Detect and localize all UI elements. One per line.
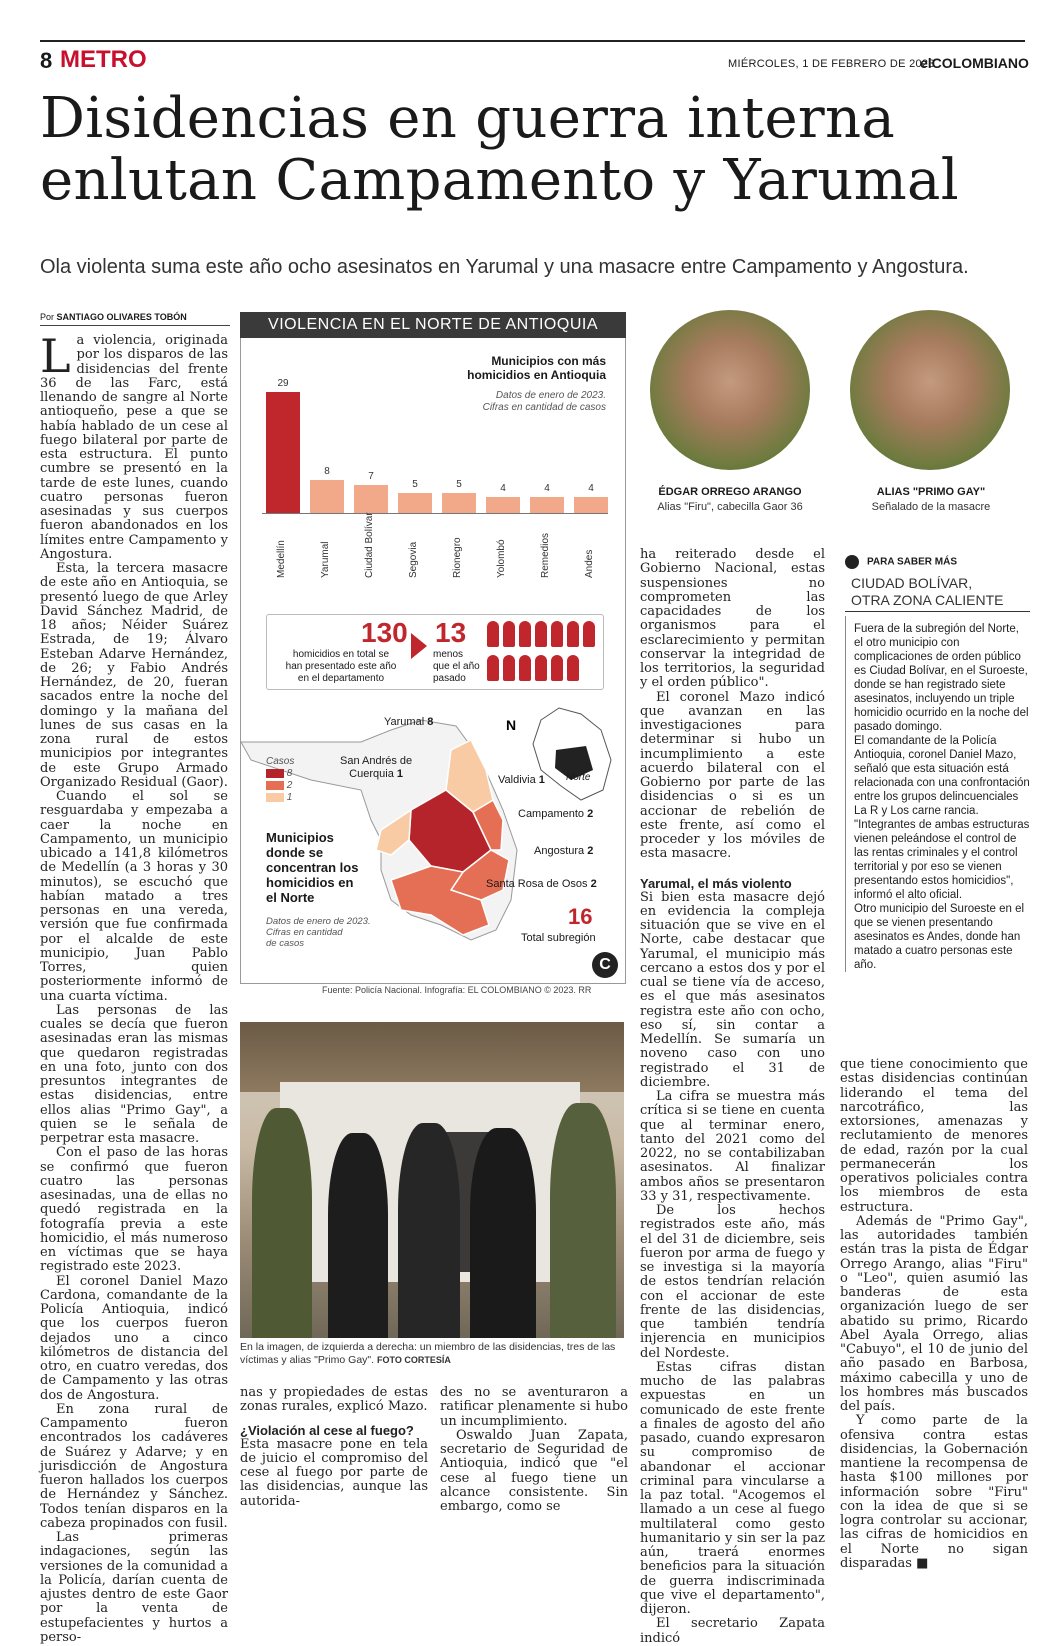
map-note-line: Datos de enero de 2023. bbox=[266, 916, 371, 927]
article-column-3 bbox=[640, 548, 825, 1646]
drop-cap: L bbox=[40, 329, 71, 383]
chart-title-line-1: Municipios con más bbox=[491, 354, 606, 368]
map-label-campamento bbox=[518, 808, 593, 820]
bar-category-label: Medellín bbox=[276, 540, 287, 578]
total-text-line: han presentado este año bbox=[285, 661, 397, 672]
paragraph: Con el paso de las horas se confirmó que fueron cuatro las personas asesinadas, una de ellas no quedó registrada en la fotografía previa a este homicidio, el más numeroso en víctimas que se haya registrado este 2023. bbox=[40, 1145, 228, 1275]
photo-person bbox=[470, 1128, 536, 1338]
paragraph: Oswaldo Juan Zapata, secretario de Seguridad de Antioquia, indicó que "el cese al fuego tiene un alcance consistente. Sin embargo, como se bbox=[440, 1427, 628, 1514]
legend-swatch bbox=[266, 769, 284, 778]
photo-caption bbox=[240, 1341, 630, 1367]
headline-line-1: Disidencias en guerra interna bbox=[40, 86, 896, 151]
bar-value-label: 4 bbox=[544, 483, 550, 494]
bar-value-label: 5 bbox=[412, 479, 418, 490]
section-name: METRO bbox=[60, 46, 147, 73]
paragraph: El coronel Daniel Mazo Cardona, comandante de la Policía Antioquia, indicó que los cuerpos fueron dejados uno a cinco kilómetros de distancia del otro, en cuatro veredas, dos de Campamento y las otras dos de Angostura. bbox=[40, 1273, 228, 1403]
paragraph: La cifra se muestra más crítica si se tiene en cuenta que al terminar enero, tanto del 2021 como del 2022, no se contabilizaban asesinatos. Al finalizar ambos años se presentaron 33 y 31, respectivamente. bbox=[640, 1089, 825, 1204]
decrease-text-line: pasado bbox=[433, 673, 466, 684]
sidebar-paragraph: Fuera de la subregión del Norte, el otro municipio con complicaciones de orden público es Ciudad Bolívar, en el Suroeste, donde se han registrado siete asesinatos, incluyendo un triple homicidio ocurrido en la noche del pasado domingo. bbox=[854, 623, 1029, 733]
article-column-2 bbox=[240, 1386, 428, 1509]
sidebar-body bbox=[845, 616, 1030, 972]
sidebar-title bbox=[845, 575, 1030, 612]
paragraph: En zona rural de Campamento fueron encontrados los cadáveres de Suárez y Adarve; y en jurisdicción de Angostura fueron hallados los cuerpos de Hernández y Sánchez. Todos tenían disparos en la cabeza propinados con fusil. bbox=[40, 1401, 228, 1531]
paragraph: Las personas de las cuales se decía que fueron asesinadas eran las mismas que quedaron registradas en una foto, junto con dos presuntos integrantes de estas disidencias, entre ellos alias "Primo Gay", a quien se le señala de perpetrar esta masacre. bbox=[40, 1002, 228, 1146]
person-icon bbox=[535, 655, 547, 681]
paragraph: Y como parte de la ofensiva contra estas disidencias, la Gobernación mantiene la recompensa de hasta $100 millones por información sobre "Firu" con la idea de que si se logra controlar su accionar, las cifras de homicidios en el Norte no sigan disparadas ■ bbox=[840, 1413, 1028, 1571]
total-text-line: homicidios en total se bbox=[292, 649, 390, 660]
bar-category-label: Yolombó bbox=[496, 539, 507, 578]
paragraph: ha reiterado desde el Gobierno Nacional, estas suspensiones no comprometen las capacidades de los organismos para el esclarecimiento y permitan conservar la integridad de los territorios, la seguridad y el orden público". bbox=[640, 547, 825, 691]
chart-note-line-2: Cifras en cantidad de casos bbox=[482, 402, 606, 413]
map-label-name: Angostura bbox=[534, 845, 585, 857]
total-text bbox=[273, 649, 409, 685]
bars-area bbox=[262, 372, 608, 514]
map-label-yarumal bbox=[384, 716, 433, 728]
paragraph: que tiene conocimiento que estas disidencias continúan liderando el tema del narcotráfico, las extorsiones, amenazas y reclutamiento de menores de edad, razón por la cual permanecerán los operativos policiales contra los miembros de esta estructura. bbox=[840, 1057, 1028, 1215]
group-photo bbox=[240, 1022, 624, 1338]
paragraph: Esta masacre pone en tela de juicio el compromiso del cese al fuego por parte de las disidencias, aunque las autorida- bbox=[240, 1436, 428, 1509]
sidebar-paragraph: El comandante de la Policía Antioquia, coronel Daniel Mazo, señaló que esta situación está relacionada con una confrontación entre los grupos delincuenciales La R y Los carne rancia. bbox=[854, 735, 1030, 817]
paragraph: des no se aventuraron a ratificar plenamente si hubo un incumplimiento. bbox=[440, 1385, 628, 1429]
article-column-4 bbox=[840, 1058, 1028, 1571]
legend-item-label: 1 bbox=[286, 792, 293, 803]
bar-value-label: 29 bbox=[277, 378, 289, 389]
decrease-value: 13 bbox=[435, 617, 467, 648]
portrait-edgar-orrego bbox=[650, 310, 810, 470]
bar bbox=[266, 392, 300, 514]
sidebar-paragraph: "Integrantes de ambas estructuras vienen peleándose el control de las rentas criminales y el control territorial y por eso se vienen presentando estos homicidios", informó el alto oficial. bbox=[854, 819, 1030, 901]
bar-value-label: 8 bbox=[324, 466, 330, 477]
subheadline: Ola violenta suma este año ocho asesinatos en Yarumal y una masacre entre Campamento y Angostura. bbox=[40, 256, 969, 278]
bar-labels bbox=[262, 512, 608, 580]
headline-line-2: enlutan Campamento y Yarumal bbox=[40, 148, 959, 213]
sidebar-title-line: CIUDAD BOLÍVAR, bbox=[851, 575, 973, 591]
byline bbox=[40, 312, 187, 322]
legend-item-label: 2 bbox=[286, 780, 293, 791]
bar-category-label: Yarumal bbox=[320, 541, 331, 578]
person-icon bbox=[535, 621, 547, 647]
map-label-count: 2 bbox=[587, 845, 594, 857]
article-column-1 bbox=[40, 329, 228, 1645]
map-label-count: 8 bbox=[427, 716, 434, 728]
paragraph: Estas cifras distan mucho de las palabras expuestas en un comunicado de este frente a finales de agosto del año pasado, cuando expresaron su compromiso de abandonar el accionar criminal para vincularse a la paz total. "Acogemos el llamado a un cese al fuego multilateral como gesto humanitario y sin ser la paz aún, traerá enormes beneficios para la situación de guerra indiscriminada que vive el departamento", dijeron. bbox=[640, 1359, 825, 1617]
map-label-name: Yarumal bbox=[384, 716, 425, 728]
paragraph: Esta, la tercera masacre de este año en Antioquia, se presentó luego de que Arley David Sánchez Madrid, de 18 años; Néider Suárez Estrada, de 19; Álvaro Esteban Adarve Hernández, de 26; y Fabio Andrés Hernández, de 20, fueran sacados entre la noche del domingo y la mañana del lunes de sus casas en la zona rural de estos municipios por integrantes de este Grupo Armado Organizado Residual (Gaor). bbox=[40, 561, 228, 790]
map-title-line: Municipios bbox=[266, 830, 334, 845]
bar-value-label: 4 bbox=[500, 483, 506, 494]
bar bbox=[398, 493, 432, 514]
subheading: Yarumal, el más violento bbox=[640, 875, 792, 891]
paragraph: Las primeras indagaciones, según las versiones de la comunidad a la Policía, darían cuenta de ajustes dentro de este Gaor por la venta de estupefacientes y hurtos a perso- bbox=[40, 1530, 228, 1645]
person-icon bbox=[487, 655, 499, 681]
caption-text: En la imagen, de izquierda a derecha: un miembro de las disidencias, tres de las víctimas y alias "Primo Gay". bbox=[240, 1341, 616, 1366]
map-title-line: donde se bbox=[266, 845, 324, 860]
map-legend-title: Casos bbox=[266, 756, 295, 767]
subregion-total-label: Total subregión bbox=[521, 932, 596, 944]
legend-item bbox=[266, 768, 294, 780]
person-icon bbox=[503, 655, 515, 681]
person-icon bbox=[551, 621, 563, 647]
map-legend bbox=[266, 756, 294, 804]
bar-category-label: Remedios bbox=[540, 532, 551, 578]
bar-value-label: 5 bbox=[456, 479, 462, 490]
person-icon bbox=[567, 621, 579, 647]
bar-category-label: Ciudad Bolívar bbox=[364, 512, 375, 578]
person-icon bbox=[487, 621, 499, 647]
infographic-source: Fuente: Policía Nacional. Infografía: EL COLOMBIANO © 2023. RR bbox=[322, 985, 592, 995]
legend-item bbox=[266, 780, 294, 792]
map-label-name: Santa Rosa de Osos bbox=[486, 878, 588, 890]
map-note bbox=[266, 916, 371, 949]
sidebar-kicker-row bbox=[845, 555, 1030, 569]
colombiano-c-logo: C bbox=[592, 952, 618, 978]
subregion-total: 16 bbox=[568, 904, 593, 929]
decrease-text bbox=[433, 649, 480, 685]
chart-title-line-2: homicidios en Antioquia bbox=[467, 368, 606, 382]
people-icons bbox=[487, 621, 601, 687]
portrait-name: ALIAS "PRIMO GAY" bbox=[876, 486, 986, 498]
totals-box bbox=[266, 614, 604, 690]
map-title-line: el Norte bbox=[266, 890, 315, 905]
map-label-count: 2 bbox=[590, 878, 597, 890]
photo-person bbox=[398, 1123, 460, 1338]
map-title-line: homicidios en bbox=[266, 875, 354, 890]
legend-item bbox=[266, 792, 294, 804]
paragraph: nas y propiedades de estas zonas rurales, explicó Mazo. bbox=[240, 1385, 428, 1415]
bar bbox=[574, 497, 608, 514]
headline bbox=[40, 88, 1030, 212]
byline-rule bbox=[40, 325, 230, 326]
pin-icon bbox=[845, 555, 859, 569]
legend-item-label: 8 bbox=[286, 768, 293, 779]
paragraph: Cuando el sol se resguardaba y empezaba a caer la noche en Campamento, un municipio ubicado a 141,8 kilómetros de Medellín (a 3 horas y 30 minutos), se escuchó que habían matado a tres personas en una vereda, versión que fue confirmada por el alcalde de este municipio, Juan Pablo Torres, quien posteriormente informó de una cuarta víctima. bbox=[40, 789, 228, 1004]
bar bbox=[310, 480, 344, 514]
arrow-right-icon bbox=[411, 633, 427, 659]
map-label-san-andres bbox=[340, 755, 412, 781]
map-title bbox=[266, 830, 358, 905]
person-icon bbox=[551, 655, 563, 681]
bar bbox=[354, 485, 388, 514]
bar-value-label: 7 bbox=[368, 471, 374, 482]
paragraph: Además de "Primo Gay", las autoridades también están tras la pista de Édgar Orrego Arango, alias "Firu" o "Leo", quien asumió las banderas de esta organización luego de ser abatido su primo, Ricardo Abel Ayala Orrego, alias "Cabuyo", el 10 de junio del año pasado en Barbosa, máximo cabecilla y uno de los hombres más buscados del país. bbox=[840, 1213, 1028, 1414]
sidebar-title-line: OTRA ZONA CALIENTE bbox=[851, 592, 1004, 608]
subheading: ¿Violación al cese al fuego? bbox=[240, 1422, 414, 1438]
bar bbox=[530, 497, 564, 514]
total-homicides: 130 bbox=[361, 617, 408, 648]
portrait-name: ÉDGAR ORREGO ARANGO bbox=[658, 486, 802, 498]
issue-date: MIÉRCOLES, 1 DE FEBRERO DE 2023 bbox=[728, 58, 935, 70]
paragraph: Si bien esta masacre dejó en evidencia la compleja situación que se vive en el Norte, cabe destacar que Yarumal, el municipio más cercano a estos dos y por el cual se tiene vía de acceso, es el que más asesinatos registra este año con ocho, eso sí, sin contar a Medellín. Se sumaría un noveno caso con uno registrado el 31 de diciembre. bbox=[640, 889, 825, 1090]
portrait-description: Señalado de la masacre bbox=[871, 501, 991, 513]
map-label-norte: Norte bbox=[566, 772, 591, 783]
person-icon bbox=[583, 621, 595, 647]
top-rule bbox=[40, 40, 1025, 42]
map-label-name: San Andrés de bbox=[340, 755, 413, 767]
paragraph: El coronel Mazo indicó que avanzan en las investigaciones para determinar si hubo un incumplimiento a este acuerdo bilateral con el Gobierno por parte de las disidencias o si es un accionar de rebelión de este frente, así como el proceder y los móviles de esta masacre. bbox=[640, 689, 825, 862]
sidebar-box bbox=[845, 555, 1030, 972]
page-number: 8 bbox=[40, 48, 53, 73]
chart-note-line-1: Datos de enero de 2023. bbox=[495, 390, 606, 401]
person-icon bbox=[519, 621, 531, 647]
photo-person bbox=[252, 1108, 312, 1338]
map-label-count: 1 bbox=[396, 768, 403, 780]
byline-prefix: Por bbox=[40, 312, 55, 322]
decrease-text-line: menos bbox=[433, 649, 464, 660]
map-label-name: Valdivia bbox=[498, 774, 536, 786]
photo-credit: FOTO CORTESÍA bbox=[377, 1355, 451, 1365]
bar-chart bbox=[262, 350, 612, 580]
photo-person bbox=[328, 1133, 388, 1338]
map-label-name: Campamento bbox=[518, 808, 585, 820]
map-label-count: 2 bbox=[587, 808, 594, 820]
bar bbox=[486, 497, 520, 514]
map-label-santa-rosa bbox=[486, 878, 597, 890]
map-note-line: Cifras en cantidad bbox=[266, 927, 343, 938]
legend-swatch bbox=[266, 781, 284, 790]
bar bbox=[442, 493, 476, 514]
paragraph: El secretario Zapata indicó bbox=[640, 1616, 825, 1646]
decrease-text-line: que el año bbox=[433, 661, 480, 672]
map-note-line: de casos bbox=[266, 938, 305, 949]
map-label-angostura bbox=[534, 845, 593, 857]
article-column-3-bottom bbox=[440, 1386, 628, 1514]
map-label-valdivia bbox=[498, 774, 545, 786]
bar-value-label: 4 bbox=[588, 483, 594, 494]
map-label-name: Cuerquia bbox=[349, 768, 394, 780]
bar-category-label: Rionegro bbox=[452, 537, 463, 578]
legend-swatch bbox=[266, 793, 284, 802]
paragraph: De los hechos registrados este año, más el del 31 de diciembre, seis fueron por arma de fuego y se investiga si la mayoría de estos tendrían relación con el accionar de este frente de las disidencias, que también tendría injerencia en municipios del Nordeste. bbox=[640, 1203, 825, 1361]
sidebar-paragraph: Otro municipio del Suroeste en el que se vienen presentando asesinatos es Andes, donde han matado a cuatro personas este año. bbox=[854, 903, 1025, 971]
map-title-line: concentran los bbox=[266, 860, 359, 875]
north-arrow-icon: N bbox=[506, 717, 517, 733]
bar-category-label: Segovia bbox=[408, 541, 419, 578]
person-icon bbox=[519, 655, 531, 681]
person-icon bbox=[567, 655, 579, 681]
paragraph: a violencia, originada por los disparos de las disidencias del frente 36 de las Farc, está llenando de sangre al Norte antioqueño, pese a que se había hablado de un cese al fuego bilateral por parte de esta estructura. El punto cumbre se presentó en la tarde de este lunes, cuando cuatro personas fueron asesinadas y sus cuerpos fueron abandonados en los límites entre Campamento y Angostura. bbox=[40, 333, 228, 562]
person-icon bbox=[503, 621, 515, 647]
infographic-title: VIOLENCIA EN EL NORTE DE ANTIOQUIA bbox=[240, 312, 626, 338]
photo-person bbox=[550, 1103, 616, 1338]
map-label-count: 1 bbox=[538, 774, 545, 786]
x-axis-line bbox=[262, 513, 608, 514]
sidebar-kicker: PARA SABER MÁS bbox=[867, 556, 958, 568]
bar-category-label: Andes bbox=[584, 549, 595, 578]
portrait-description: Alias "Firu", cabecilla Gaor 36 bbox=[657, 501, 803, 513]
portrait-primo-gay bbox=[850, 310, 1010, 470]
newspaper-logo: elCOLOMBIANO bbox=[920, 55, 1029, 71]
total-text-line: en el departamento bbox=[297, 673, 385, 684]
byline-author: SANTIAGO OLIVARES TOBÓN bbox=[56, 312, 187, 322]
